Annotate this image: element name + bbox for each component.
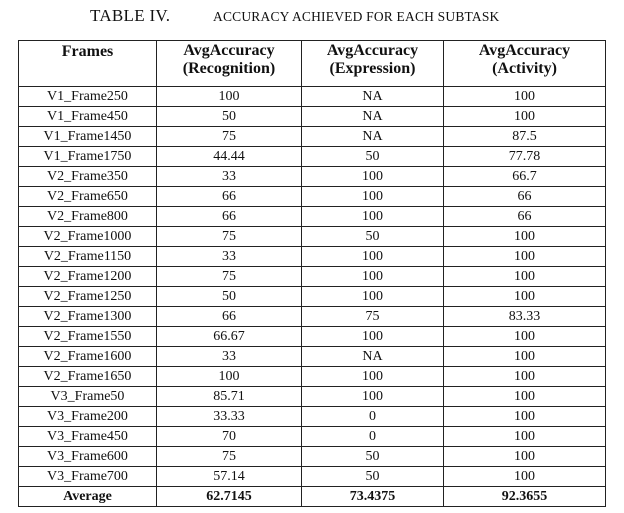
recognition-cell: 33: [157, 167, 302, 187]
frame-cell: V2_Frame800: [19, 207, 157, 227]
expression-cell: 100: [302, 167, 444, 187]
activity-cell: 66.7: [444, 167, 606, 187]
table-row: [19, 87, 606, 107]
frame-cell: V3_Frame600: [19, 447, 157, 467]
recognition-cell: 44.44: [157, 147, 302, 167]
activity-cell: 66: [444, 187, 606, 207]
recognition-cell: 75: [157, 227, 302, 247]
activity-cell: 100: [444, 87, 606, 107]
recognition-cell: 66: [157, 307, 302, 327]
table-number: TABLE IV.: [90, 6, 171, 25]
table-header: [19, 41, 606, 87]
table-row: [19, 167, 606, 187]
frame-cell: V2_Frame1300: [19, 307, 157, 327]
table-row: [19, 127, 606, 147]
header-row: [19, 41, 606, 87]
expression-cell: 0: [302, 407, 444, 427]
expression-cell: 100: [302, 267, 444, 287]
table-row: [19, 247, 606, 267]
frame-cell: V2_Frame650: [19, 187, 157, 207]
recognition-cell: 33.33: [157, 407, 302, 427]
frame-cell: V1_Frame1450: [19, 127, 157, 147]
expression-cell: 100: [302, 207, 444, 227]
table-footer: [19, 487, 606, 507]
table-row: [19, 387, 606, 407]
recognition-cell: 75: [157, 267, 302, 287]
recognition-cell: 75: [157, 127, 302, 147]
recognition-cell: 66: [157, 187, 302, 207]
frame-cell: V2_Frame1000: [19, 227, 157, 247]
expression-cell: 0: [302, 427, 444, 447]
expression-cell: NA: [302, 87, 444, 107]
table-title: ACCURACY ACHIEVED FOR EACH SUBTASK: [213, 9, 500, 24]
recognition-cell: 75: [157, 447, 302, 467]
expression-cell: 100: [302, 367, 444, 387]
table-row: [19, 467, 606, 487]
frame-cell: V3_Frame700: [19, 467, 157, 487]
frame-cell: V1_Frame1750: [19, 147, 157, 167]
header-activity: AvgAccuracy (Activity): [444, 41, 606, 87]
expression-cell: 50: [302, 467, 444, 487]
table-row: [19, 207, 606, 227]
activity-cell: 100: [444, 287, 606, 307]
recognition-cell: 57.14: [157, 467, 302, 487]
frame-cell: V2_Frame1250: [19, 287, 157, 307]
recognition-cell: 66.67: [157, 327, 302, 347]
activity-cell: 66: [444, 207, 606, 227]
table-row: [19, 287, 606, 307]
recognition-cell: 50: [157, 107, 302, 127]
table-row: [19, 147, 606, 167]
table-row: [19, 187, 606, 207]
activity-cell: 100: [444, 447, 606, 467]
expression-cell: 50: [302, 227, 444, 247]
frame-cell: V3_Frame50: [19, 387, 157, 407]
frame-cell: V2_Frame350: [19, 167, 157, 187]
activity-cell: 100: [444, 107, 606, 127]
frame-cell: V2_Frame1600: [19, 347, 157, 367]
table-row: [19, 407, 606, 427]
expression-cell: 100: [302, 247, 444, 267]
expression-cell: 100: [302, 387, 444, 407]
average-activity: 92.3655: [444, 487, 606, 507]
expression-cell: 75: [302, 307, 444, 327]
expression-cell: NA: [302, 347, 444, 367]
table-row: [19, 347, 606, 367]
activity-cell: 100: [444, 227, 606, 247]
frame-cell: V3_Frame200: [19, 407, 157, 427]
expression-cell: 50: [302, 447, 444, 467]
expression-cell: 100: [302, 187, 444, 207]
average-label: Average: [19, 487, 157, 507]
activity-cell: 87.5: [444, 127, 606, 147]
table-row: [19, 427, 606, 447]
frame-cell: V2_Frame1150: [19, 247, 157, 267]
recognition-cell: 33: [157, 347, 302, 367]
average-recognition: 62.7145: [157, 487, 302, 507]
frame-cell: V2_Frame1550: [19, 327, 157, 347]
expression-cell: NA: [302, 127, 444, 147]
table-caption: [0, 6, 624, 26]
frame-cell: V3_Frame450: [19, 427, 157, 447]
recognition-cell: 100: [157, 87, 302, 107]
activity-cell: 100: [444, 367, 606, 387]
activity-cell: 100: [444, 247, 606, 267]
table-body: [19, 87, 606, 487]
header-recognition: AvgAccuracy (Recognition): [157, 41, 302, 87]
accuracy-table: [18, 40, 606, 507]
table-row: [19, 267, 606, 287]
expression-cell: 100: [302, 287, 444, 307]
frame-cell: V1_Frame250: [19, 87, 157, 107]
recognition-cell: 100: [157, 367, 302, 387]
recognition-cell: 70: [157, 427, 302, 447]
activity-cell: 100: [444, 407, 606, 427]
activity-cell: 100: [444, 347, 606, 367]
table-row: [19, 367, 606, 387]
table-row: [19, 447, 606, 467]
activity-cell: 100: [444, 267, 606, 287]
header-expression: AvgAccuracy (Expression): [302, 41, 444, 87]
expression-cell: 100: [302, 327, 444, 347]
expression-cell: NA: [302, 107, 444, 127]
expression-cell: 50: [302, 147, 444, 167]
average-expression: 73.4375: [302, 487, 444, 507]
frame-cell: V1_Frame450: [19, 107, 157, 127]
table-row: [19, 227, 606, 247]
activity-cell: 83.33: [444, 307, 606, 327]
recognition-cell: 66: [157, 207, 302, 227]
recognition-cell: 85.71: [157, 387, 302, 407]
recognition-cell: 33: [157, 247, 302, 267]
table-row: [19, 307, 606, 327]
frame-cell: V2_Frame1200: [19, 267, 157, 287]
activity-cell: 100: [444, 427, 606, 447]
activity-cell: 100: [444, 327, 606, 347]
recognition-cell: 50: [157, 287, 302, 307]
average-row: [19, 487, 606, 507]
activity-cell: 77.78: [444, 147, 606, 167]
activity-cell: 100: [444, 467, 606, 487]
activity-cell: 100: [444, 387, 606, 407]
table-row: [19, 107, 606, 127]
table-row: [19, 327, 606, 347]
frame-cell: V2_Frame1650: [19, 367, 157, 387]
header-frames: Frames: [19, 41, 157, 87]
